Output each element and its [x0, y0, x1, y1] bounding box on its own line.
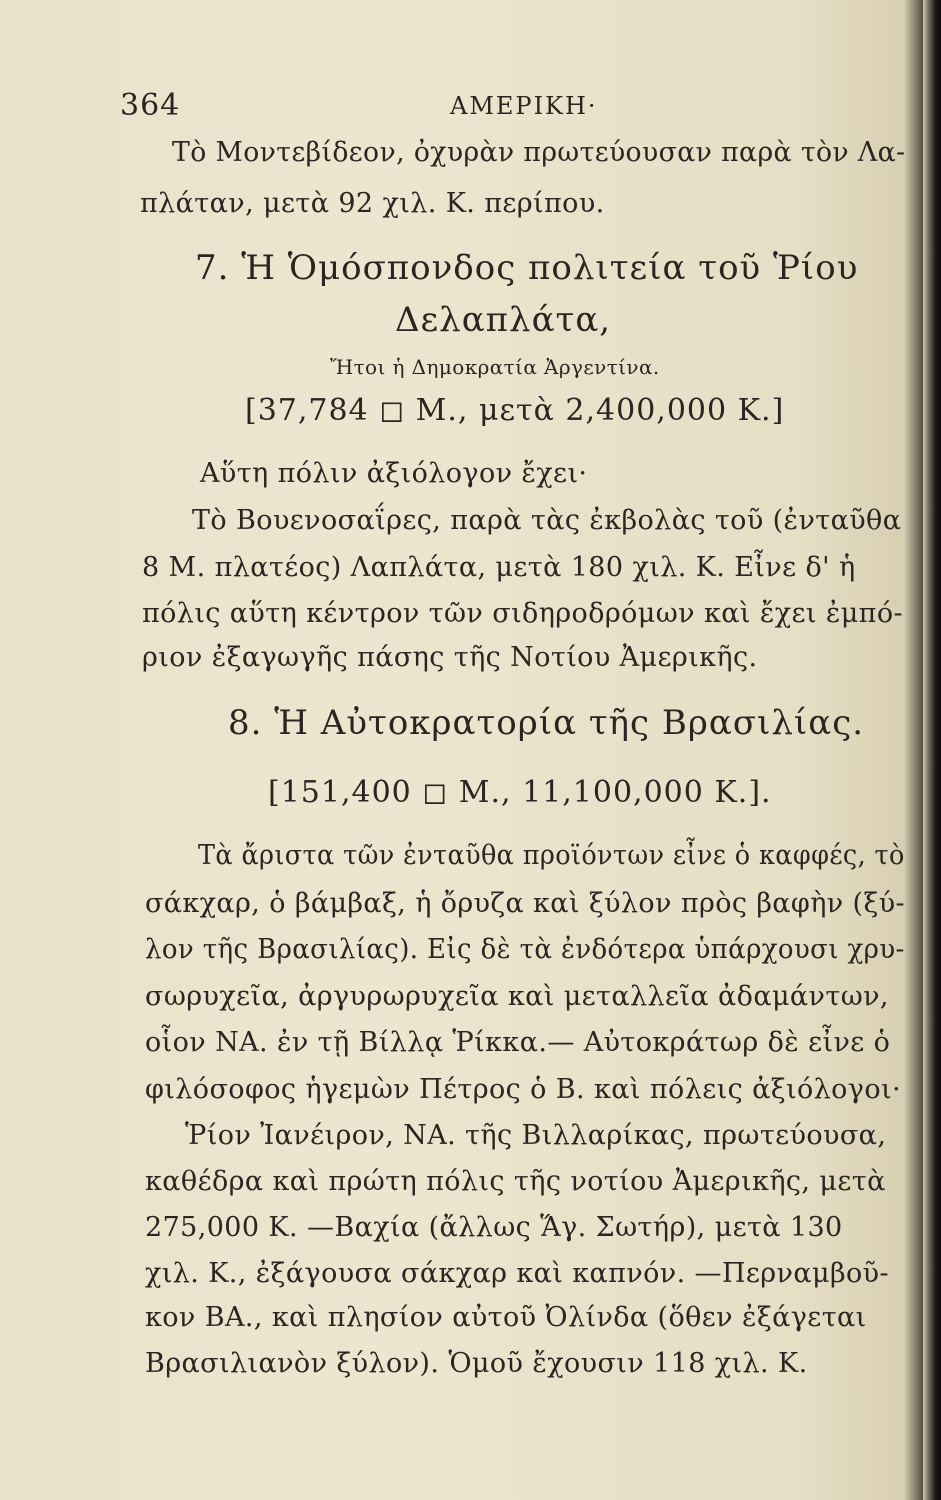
text-line: λον τῆς Βρασιλίας). Εἰς δὲ τὰ ἐνδότερα ὑπάρχουσι χρυ- — [145, 934, 905, 965]
text-line: οἷον ΝΑ. ἐν τῇ Βίλλᾳ Ῥίκκα.— Αὐτοκράτωρ δὲ εἶνε ὁ — [145, 1027, 891, 1058]
area-population-line: [151,400 ◻ Μ., 11,100,000 Κ.]. — [268, 775, 772, 810]
text-line: πόλις αὕτη κέντρον τῶν σιδηροδρόμων καὶ ἔχει ἐμπό- — [142, 598, 903, 629]
area-population-line: [37,784 ◻ Μ., μετὰ 2,400,000 Κ.] — [245, 393, 785, 428]
page-header — [120, 88, 920, 128]
text-line: κον ΒΑ., καὶ πλησίον αὐτοῦ Ὀλίνδα (ὅθεν ἐξάγεται — [145, 1302, 867, 1333]
section-heading-continued: Δελαπλάτα, — [395, 300, 612, 340]
text-line: χιλ. Κ., ἐξάγουσα σάκχαρ καὶ καπνόν. —Περναμβοῦ- — [145, 1258, 889, 1289]
text-line: Τὸ Βουενοσαΐρες, παρὰ τὰς ἐκβολὰς τοῦ (ἐνταῦθα — [192, 505, 902, 536]
text-line: Τὸ Μοντεβίδεον, ὀχυρὰν πρωτεύουσαν παρὰ τὸν Λα- — [172, 137, 906, 168]
running-title: ΑΜΕΡΙΚΗ· — [450, 92, 598, 120]
page-edge-shadow — [923, 0, 941, 1500]
text-line: ριον ἐξαγωγῆς πάσης τῆς Νοτίου Ἀμερικῆς. — [142, 642, 758, 673]
page-number: 364 — [120, 88, 181, 123]
text-line: Αὕτη πόλιν ἀξιόλογον ἔχει· — [200, 458, 588, 489]
text-line: Ῥίον Ἰανέιρον, ΝΑ. τῆς Βιλλαρίκας, πρωτεύουσα, — [185, 1120, 887, 1151]
section-heading: 7. Ἡ Ὁμόσπονδος πολιτεία τοῦ Ῥίου — [195, 248, 859, 288]
text-line: φιλόσοφος ἡγεμὼν Πέτρος ὁ Β. καὶ πόλεις ἀξιόλογοι· — [145, 1074, 901, 1105]
text-line: καθέδρα καὶ πρώτη πόλις τῆς νοτίου Ἀμερικῆς, μετὰ — [145, 1166, 886, 1197]
text-line: Τὰ ἄριστα τῶν ἐνταῦθα προϊόντων εἶνε ὁ καφφές, τὸ — [198, 840, 905, 871]
section-subtitle: Ἤτοι ἡ Δημοκρατία Ἀργεντίνα. — [330, 355, 660, 379]
text-line: σωρυχεῖα, ἀργυρωρυχεῖα καὶ μεταλλεῖα ἀδαμάντων, — [145, 981, 889, 1012]
text-line: 8 Μ. πλατέος) Λαπλάτα, μετὰ 180 χιλ. Κ. Εἶνε δ' ἡ — [142, 552, 856, 583]
text-line: πλάταν, μετὰ 92 χιλ. Κ. περίπου. — [140, 188, 605, 219]
text-line: 275,000 Κ. —Βαχία (ἄλλως Ἅγ. Σωτήρ), μετὰ 130 — [145, 1212, 843, 1243]
section-heading: 8. Ἡ Αὐτοκρατορία τῆς Βρασιλίας. — [228, 703, 865, 743]
text-line: Βρασιλιανὸν ξύλον). Ὁμοῦ ἔχουσιν 118 χιλ. Κ. — [145, 1348, 808, 1379]
text-line: σάκχαρ, ὁ βάμβαξ, ἡ ὄρυζα καὶ ξύλον πρὸς βαφὴν (ξύ- — [145, 888, 906, 919]
